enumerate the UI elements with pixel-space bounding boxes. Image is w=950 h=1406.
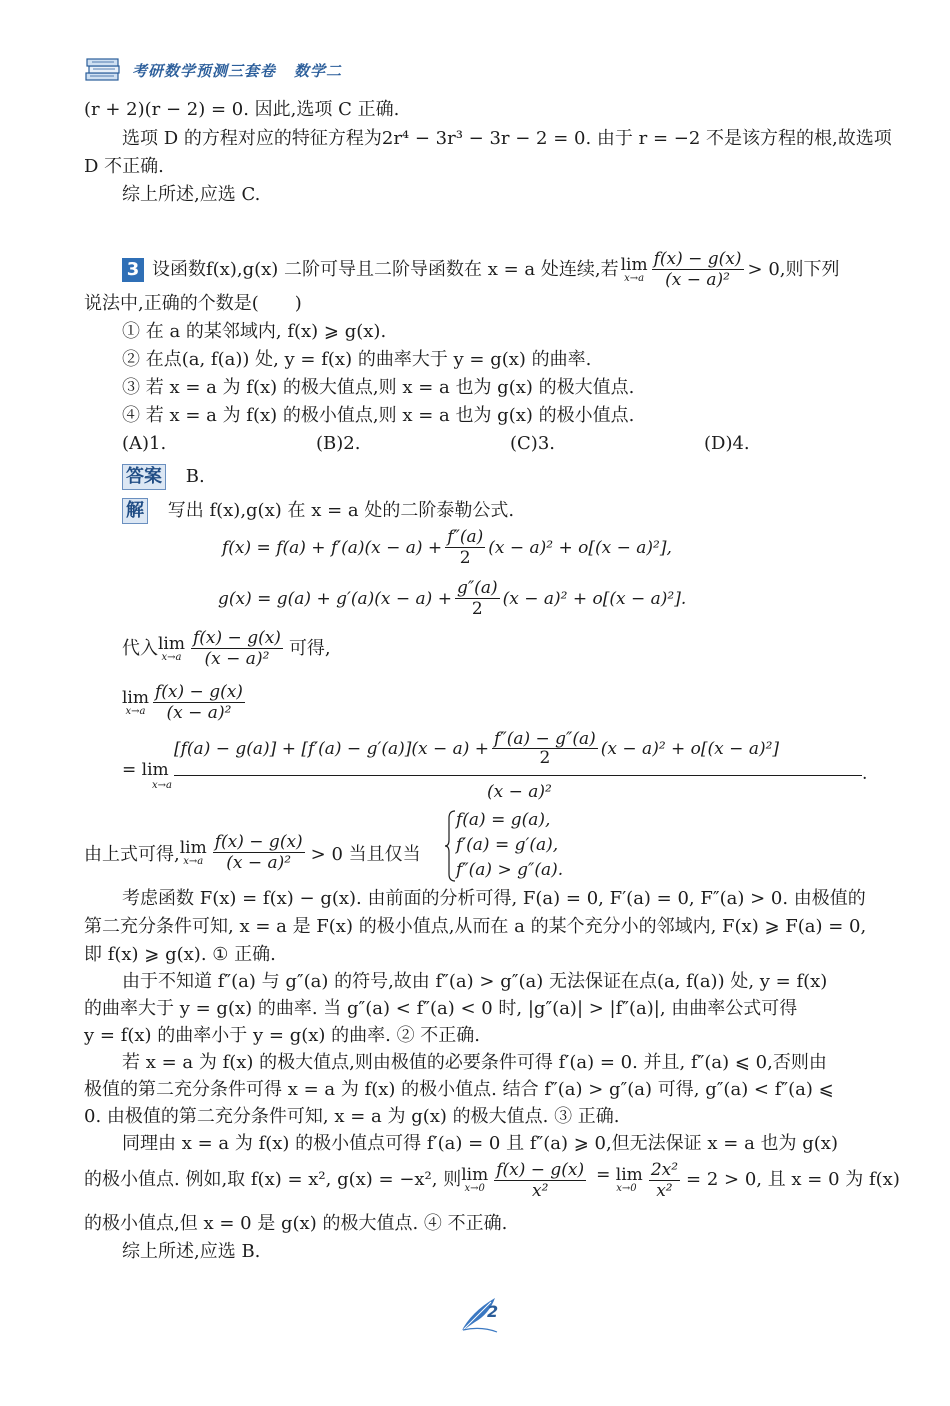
- question-stem-tail: > 0,则下列: [747, 258, 840, 280]
- solution-intro-line: [122, 498, 892, 524]
- question-number: 3: [122, 258, 144, 282]
- option-b: (B)2.: [316, 433, 361, 454]
- big-denominator: (x − a)²: [487, 782, 552, 802]
- para3-line1: 若 x = a 为 f(x) 的极大值点,则由极值的必要条件可得 f′(a) = 0. 并且, f″(a) ⩽ 0,否则由: [122, 1052, 827, 1073]
- limit-expression: lim x→a f(x) − g(x) (x − a)²: [122, 682, 243, 723]
- para2-line2: 的曲率大于 y = g(x) 的曲率. 当 g″(a) < f″(a) < 0 时, |g″(a)| > |f″(a)|, 由曲率公式可得: [84, 998, 798, 1019]
- conclusion: 综上所述,应选 B.: [122, 1241, 261, 1262]
- question-item-3: ③ 若 x = a 为 f(x) 的极大值点,则 x = a 也为 g(x) 的极大值点.: [122, 377, 635, 398]
- option-a: (A)1.: [122, 433, 167, 454]
- para3-line2: 极值的第二充分条件可得 x = a 为 f(x) 的极小值点. 结合 f″(a) > g″(a) 可得, g″(a) < f″(a) ⩽: [84, 1079, 834, 1100]
- big-fraction: = lim x→a [f(a) − g(a)] + [f′(a) − g′(a)](x − a) + $\frac{f''(a) - g''(a)}{2}$ (x − a)² + o[(x − a)²] . (x − a)²: [122, 729, 868, 802]
- para1-line3: 即 f(x) ⩾ g(x). ① 正确.: [84, 944, 276, 965]
- para1-line2: 第二充分条件可知, x = a 是 F(x) 的极小值点,从而在 a 的某个充分小的邻域内, F(x) ⩾ F(a) = 0,: [84, 916, 867, 937]
- answer-value: B.: [185, 466, 205, 487]
- option-d: (D)4.: [704, 433, 750, 454]
- question-item-2: ② 在点(a, f(a)) 处, y = f(x) 的曲率大于 y = g(x) 的曲率.: [122, 349, 592, 370]
- page-header: [84, 55, 342, 85]
- question-stem-text: 设函数f(x),g(x) 二阶可导且二阶导函数在 x = a 处连续,若: [152, 258, 619, 280]
- header-subject: 数学二: [294, 61, 343, 80]
- books-icon: [84, 57, 122, 83]
- answer-line: [122, 464, 892, 490]
- left-brace-icon: [444, 810, 456, 882]
- fraction-bar: [174, 775, 862, 776]
- answer-tag: 答案: [122, 464, 166, 490]
- para2-line1: 由于不知道 f″(a) 与 g″(a) 的符号,故由 f″(a) > g″(a) 无法保证在点(a, f(a)) 处, y = f(x): [122, 971, 828, 992]
- prev-line-3: D 不正确.: [84, 156, 164, 177]
- question-stem-1: [122, 249, 892, 290]
- header-title: 考研数学预测三套卷: [132, 61, 277, 80]
- case-2: f′(a) = g′(a),: [456, 835, 559, 855]
- substitute-line: 代入 lim x→a f(x) − g(x) (x − a)² 可得,: [122, 628, 331, 669]
- option-c: (C)3.: [510, 433, 555, 454]
- prev-line-1: (r + 2)(r − 2) = 0. 因此,选项 C 正确.: [84, 99, 400, 120]
- big-numerator: [f(a) − g(a)] + [f′(a) − g′(a)](x − a) + $\frac{f''(a) - g''(a)}{2}$ (x − a)² + o[(x − a)²]: [174, 729, 780, 768]
- solution-intro: 写出 f(x),g(x) 在 x = a 处的二阶泰勒公式.: [167, 500, 515, 521]
- stem-fraction: f(x) − g(x) (x − a)²: [653, 249, 742, 290]
- prev-line-4: 综上所述,应选 C.: [122, 184, 261, 205]
- case-1: f(a) = g(a),: [456, 810, 551, 830]
- prev-line-2: 选项 D 的方程对应的特征方程为2r⁴ − 3r³ − 3r − 2 = 0. 由于 r = −2 不是该方程的根,故选项: [122, 128, 892, 149]
- para4-line1: 同理由 x = a 为 f(x) 的极小值点可得 f′(a) = 0 且 f″(a) ⩾ 0,但无法保证 x = a 也为 g(x): [122, 1133, 838, 1154]
- feather-icon: [455, 1292, 515, 1336]
- question-item-1: ① 在 a 的某邻域内, f(x) ⩾ g(x).: [122, 321, 387, 342]
- taylor-g: g(x) = g(a) + g′(a)(x − a) + $\frac{g''(a)}{2}$ (x − a)² + o[(x − a)²].: [218, 578, 687, 619]
- solution-tag: 解: [122, 498, 148, 524]
- question-stem-2: 说法中,正确的个数是( ): [84, 293, 302, 314]
- stem-limit: lim x→a: [620, 254, 648, 284]
- para4-line2: 的极小值点. 例如,取 f(x) = x², g(x) = −x², 则 lim x→0 $\frac{f(x) - g(x)}{\text{x²}}$ = lim x→0 $\frac{\text{2x²}}{\text{x²}}$ = 2 > 0, 且 x = 0 为 f(x): [84, 1159, 900, 1201]
- condition-line: 由上式可得, lim x→a f(x) − g(x) (x − a)² > 0 当且仅当 f(a) = g(a), f′(a) = g′(a), f″(a) > g″(a).: [84, 810, 564, 880]
- taylor-f: f(x) = f(a) + f′(a)(x − a) + $\frac{f''(a)}{2}$ (x − a)² + o[(x − a)²],: [222, 527, 672, 568]
- para4-line3: 的极小值点,但 x = 0 是 g(x) 的极大值点. ④ 不正确.: [84, 1213, 508, 1234]
- para1-line1: 考虑函数 F(x) = f(x) − g(x). 由前面的分析可得, F(a) = 0, F′(a) = 0, F″(a) > 0. 由极值的: [122, 888, 866, 909]
- case-3: f″(a) > g″(a).: [456, 860, 564, 880]
- page-number: 2: [487, 1302, 499, 1321]
- para3-line3: 0. 由极值的第二充分条件可知, x = a 为 g(x) 的极大值点. ③ 正确.: [84, 1106, 620, 1127]
- para2-line3: y = f(x) 的曲率小于 y = g(x) 的曲率. ② 不正确.: [84, 1025, 481, 1046]
- question-item-4: ④ 若 x = a 为 f(x) 的极小值点,则 x = a 也为 g(x) 的极小值点.: [122, 405, 635, 426]
